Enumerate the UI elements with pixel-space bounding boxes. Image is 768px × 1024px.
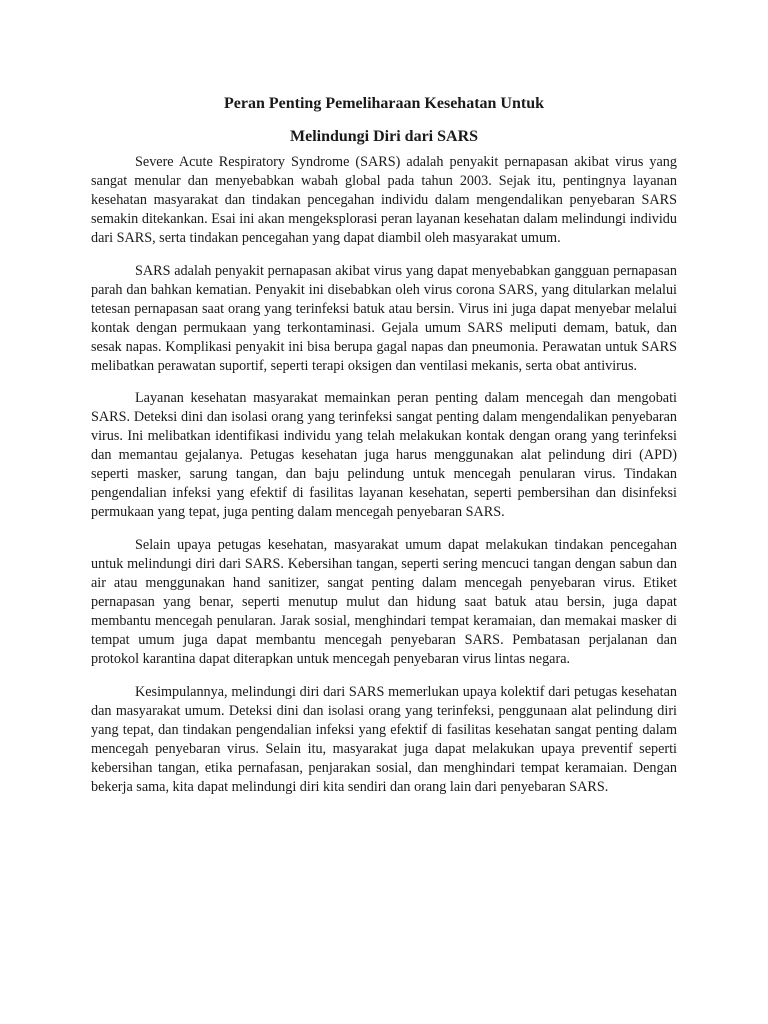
- paragraph-public-health-role: Layanan kesehatan masyarakat memainkan peran penting dalam mencegah dan mengobati SARS. Deteksi dini dan isolasi orang yang terinfeksi sangat penting dalam mengendalikan penyebaran virus. Ini melibatkan identifikasi individu yang telah melakukan kontak dengan orang yang terinfeksi dan memantau gejalanya. Petugas kesehatan juga harus menggunakan alat pelindung diri (APD) seperti masker, sarung tangan, dan baju pelindung untuk mencegah penularan virus. Tindakan pengendalian infeksi yang efektif di fasilitas layanan kesehatan, seperti pembersihan dan disinfeksi permukaan yang tepat, juga penting dalam mencegah penyebaran SARS.: [91, 390, 677, 521]
- document-title-line-2: Melindungi Diri dari SARS: [289, 128, 479, 145]
- paragraph-introduction: Severe Acute Respiratory Syndrome (SARS) adalah penyakit pernapasan akibat virus yang sangat menular dan menyebabkan wabah global pada tahun 2003. Sejak itu, pentingnya layanan kesehatan masyarakat dan tindakan pencegahan individu dalam mengendalikan penyebaran SARS semakin ditekankan. Esai ini akan mengeksplorasi peran layanan kesehatan dalam melindungi individu dari SARS, serta tindakan pencegahan yang dapat diambil oleh masyarakat umum.: [91, 154, 677, 246]
- paragraph-sars-overview: SARS adalah penyakit pernapasan akibat virus yang dapat menyebabkan gangguan pernapasan parah dan bahkan kematian. Penyakit ini disebabkan oleh virus corona SARS, yang ditularkan melalui tetesan pernapasan saat orang yang terinfeksi batuk atau bersin. Virus ini juga dapat menyebar melalui kontak dengan permukaan yang terkontaminasi. Gejala umum SARS meliputi demam, batuk, dan sesak napas. Komplikasi penyakit ini bisa berupa gagal napas dan pneumonia. Perawatan untuk SARS melibatkan perawatan suportif, seperti terapi oksigen dan ventilasi mekanis, serta obat antivirus.: [91, 262, 677, 374]
- paragraph-public-prevention: Selain upaya petugas kesehatan, masyarakat umum dapat melakukan tindakan pencegahan untuk melindungi diri dari SARS. Kebersihan tangan, seperti sering mencuci tangan dengan sabun dan air atau menggunakan hand sanitizer, sangat penting dalam mencegah penyebaran virus. Etiket pernapasan yang benar, seperti menutup mulut dan hidung saat batuk atau bersin, juga dapat membantu mencegah penularan. Jarak sosial, menghindari tempat keramaian, dan memakai masker di tempat umum juga dapat membantu mencegah penyebaran SARS. Pembatasan perjalanan dan protokol karantina dapat diterapkan untuk mencegah penyebaran virus lintas negara.: [91, 537, 677, 667]
- document-body: [91, 94, 677, 811]
- document-title-line-1: Peran Penting Pemeliharaan Kesehatan Untuk: [224, 95, 544, 112]
- paragraph-conclusion: Kesimpulannya, melindungi diri dari SARS memerlukan upaya kolektif dari petugas kesehatan dan masyarakat umum. Deteksi dini dan isolasi orang yang terinfeksi, penggunaan alat pelindung diri yang tepat, dan tindakan pengendalian infeksi yang efektif di fasilitas kesehatan sangat penting dalam mencegah penyebaran virus. Selain itu, masyarakat juga dapat melakukan upaya preventif seperti kebersihan tangan, etika pernafasan, penjarakan sosial, dan menghindari tempat keramaian. Dengan bekerja sama, kita dapat melindungi diri kita sendiri dan orang lain dari penyebaran SARS.: [91, 683, 677, 795]
